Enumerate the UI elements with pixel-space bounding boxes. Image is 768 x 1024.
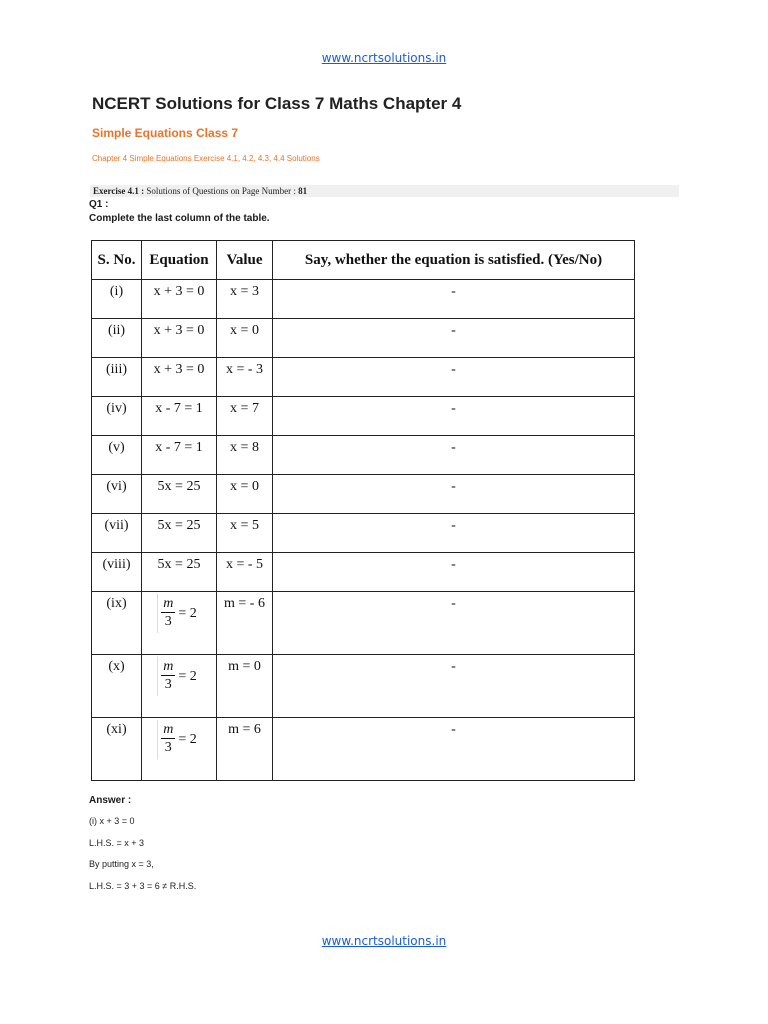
answer-line: L.H.S. = x + 3 xyxy=(89,838,145,848)
table-body xyxy=(92,280,635,781)
row-result: - xyxy=(273,280,635,319)
row-result: - xyxy=(273,655,635,718)
fraction-denominator: 3 xyxy=(164,614,172,629)
page-title: NCERT Solutions for Class 7 Maths Chapter 4 xyxy=(92,94,462,113)
row-result: - xyxy=(273,514,635,553)
row-value: x = 0 xyxy=(217,475,273,514)
row-equation: 5x = 25 xyxy=(142,475,217,514)
row-equation: x + 3 = 0 xyxy=(142,319,217,358)
fraction-equation xyxy=(157,594,201,633)
answer-line: By putting x = 3, xyxy=(89,859,154,869)
table-row xyxy=(92,553,635,592)
row-equation xyxy=(142,718,217,781)
fraction-equation xyxy=(157,657,201,696)
table-row xyxy=(92,319,635,358)
header-value: Value xyxy=(217,241,273,280)
row-sno: (xi) xyxy=(92,718,142,781)
answer-line: (i) x + 3 = 0 xyxy=(89,816,135,826)
equation-table xyxy=(91,240,635,781)
fraction-equation xyxy=(157,720,201,759)
header-link[interactable]: www.ncrtsolutions.in xyxy=(321,51,447,65)
row-sno: (iii) xyxy=(92,358,142,397)
fraction-denominator: 3 xyxy=(164,677,172,692)
row-value: x = 5 xyxy=(217,514,273,553)
row-value: m = 6 xyxy=(217,718,273,781)
row-sno: (vi) xyxy=(92,475,142,514)
answer-label: Answer : xyxy=(89,795,132,806)
table-row xyxy=(92,655,635,718)
chapter-note: Chapter 4 Simple Equations Exercise 4.1, 4.2, 4.3, 4.4 Solutions xyxy=(92,154,320,163)
row-result: - xyxy=(273,436,635,475)
row-sno: (i) xyxy=(92,280,142,319)
exercise-page: 81 xyxy=(298,186,308,196)
row-sno: (viii) xyxy=(92,553,142,592)
row-equation xyxy=(142,592,217,655)
page-subtitle: Simple Equations Class 7 xyxy=(92,126,239,140)
fraction-numerator: m xyxy=(163,596,174,611)
exercise-text: Solutions of Questions on Page Number : xyxy=(144,186,299,196)
row-result: - xyxy=(273,553,635,592)
table-row xyxy=(92,280,635,319)
row-result: - xyxy=(273,592,635,655)
row-sno: (v) xyxy=(92,436,142,475)
row-sno: (ix) xyxy=(92,592,142,655)
row-sno: (iv) xyxy=(92,397,142,436)
row-value: m = - 6 xyxy=(217,592,273,655)
row-sno: (x) xyxy=(92,655,142,718)
row-value: x = - 5 xyxy=(217,553,273,592)
row-equation: x + 3 = 0 xyxy=(142,358,217,397)
fraction-rhs: = 2 xyxy=(178,668,197,684)
header-equation: Equation xyxy=(142,241,217,280)
fraction-rhs: = 2 xyxy=(178,605,197,621)
answer-line: L.H.S. = 3 + 3 = 6 ≠ R.H.S. xyxy=(89,881,197,891)
row-result: - xyxy=(273,319,635,358)
header-result: Say, whether the equation is satisfied. (Yes/No) xyxy=(273,241,635,280)
row-result: - xyxy=(273,718,635,781)
table-row xyxy=(92,397,635,436)
table-row xyxy=(92,436,635,475)
fraction-rhs: = 2 xyxy=(178,731,197,747)
row-value: x = 7 xyxy=(217,397,273,436)
row-value: m = 0 xyxy=(217,655,273,718)
table-row xyxy=(92,514,635,553)
fraction-numerator: m xyxy=(163,659,174,674)
row-value: x = 8 xyxy=(217,436,273,475)
row-equation xyxy=(142,655,217,718)
row-equation: 5x = 25 xyxy=(142,553,217,592)
row-equation: x + 3 = 0 xyxy=(142,280,217,319)
row-result: - xyxy=(273,358,635,397)
row-result: - xyxy=(273,397,635,436)
question-text: Complete the last column of the table. xyxy=(89,213,270,224)
header-sno: S. No. xyxy=(92,241,142,280)
table-row xyxy=(92,358,635,397)
fraction-denominator: 3 xyxy=(164,740,172,755)
table-row xyxy=(92,592,635,655)
row-value: x = 3 xyxy=(217,280,273,319)
row-sno: (vii) xyxy=(92,514,142,553)
row-sno: (ii) xyxy=(92,319,142,358)
footer-link[interactable]: www.ncrtsolutions.in xyxy=(321,934,447,948)
row-value: x = 0 xyxy=(217,319,273,358)
row-equation: x - 7 = 1 xyxy=(142,397,217,436)
question-label: Q1 : xyxy=(89,199,109,210)
table-header-row xyxy=(92,241,635,280)
table-row xyxy=(92,718,635,781)
exercise-label: Exercise 4.1 : xyxy=(93,186,145,196)
row-value: x = - 3 xyxy=(217,358,273,397)
exercise-bar xyxy=(90,185,679,197)
table-row xyxy=(92,475,635,514)
row-equation: 5x = 25 xyxy=(142,514,217,553)
row-result: - xyxy=(273,475,635,514)
row-equation: x - 7 = 1 xyxy=(142,436,217,475)
fraction-numerator: m xyxy=(163,722,174,737)
